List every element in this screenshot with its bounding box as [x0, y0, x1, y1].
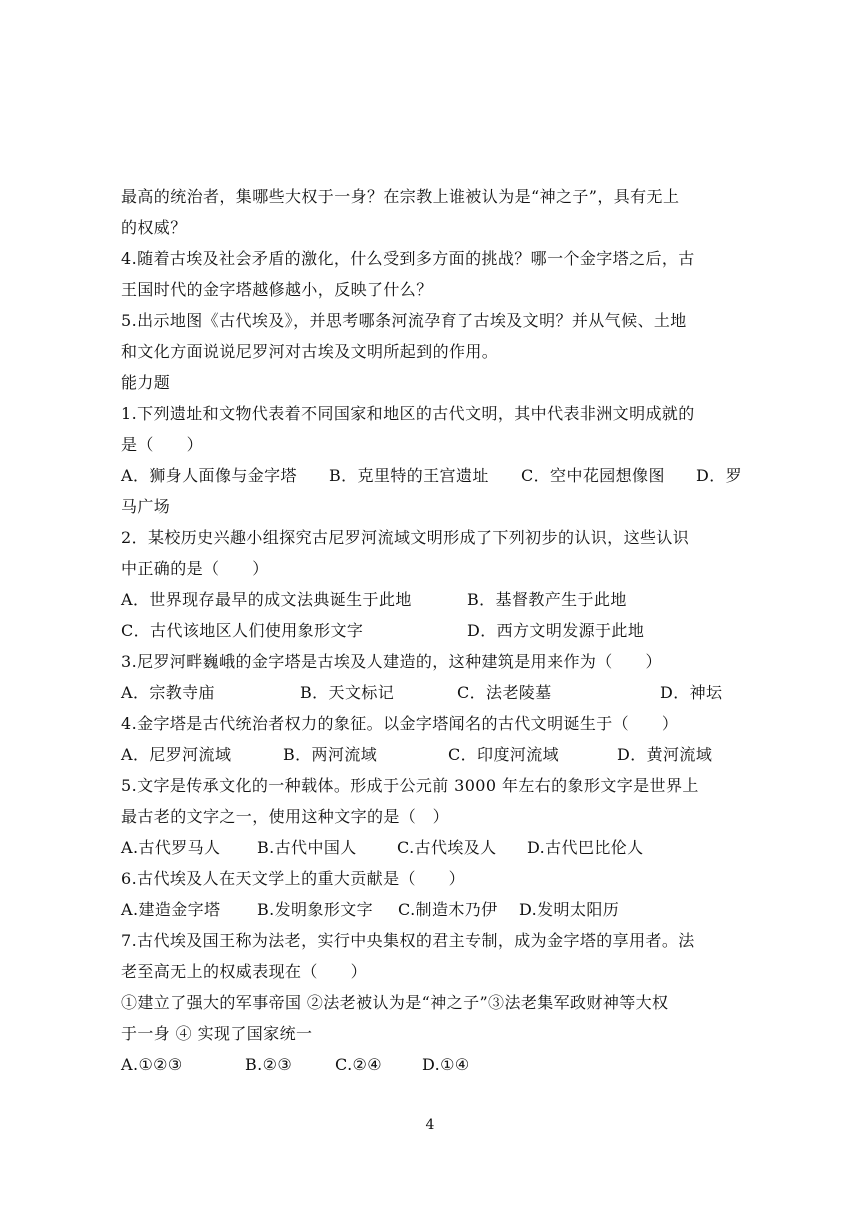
options-row — [121, 615, 741, 646]
option-d: D．黄河流域 — [617, 745, 713, 764]
option-d: D.古代巴比伦人 — [527, 838, 644, 857]
options-row — [121, 584, 741, 615]
option-b: B．两河流域 — [283, 745, 378, 764]
options-row — [121, 739, 741, 770]
text-line: 和文化方面说说尼罗河对古埃及文明所起到的作用。 — [121, 342, 499, 361]
question-text: 5.文字是传承文化的一种载体。形成于公元前 3000 年左右的象形文字是世界上 — [121, 776, 699, 795]
option-b: B．天文标记 — [300, 683, 395, 702]
option-c: C．印度河流域 — [448, 745, 560, 764]
option-a: A．狮身人面像与金字塔 — [121, 466, 297, 485]
option-c: C.制造木乃伊 — [398, 900, 498, 919]
question-5-text: 5.出示地图《古代埃及》，并思考哪条河流孕育了古埃及文明？并从气候、土地 — [121, 311, 687, 330]
option-c: C.古代埃及人 — [397, 838, 497, 857]
option-d: D．罗 — [696, 466, 743, 485]
option-b: B．克里特的王宫遗址 — [329, 466, 489, 485]
options-row — [121, 894, 741, 925]
option-b: B.②③ — [245, 1055, 293, 1074]
question-4-text: 4.随着古埃及社会矛盾的激化，什么受到多方面的挑战？哪一个金字塔之后，古 — [121, 249, 695, 268]
option-d: D．神坛 — [660, 683, 723, 702]
option-b: B．基督教产生于此地 — [467, 590, 627, 609]
text-line: 于一身 ④ 实现了国家统一 — [121, 1024, 313, 1043]
text-line: 老至高无上的权威表现在（ ） — [121, 962, 368, 981]
text-line: 的权威？ — [121, 218, 187, 237]
text-line: 王国时代的金字塔越修越小，反映了什么？ — [121, 280, 433, 299]
option-a: A.①②③ — [121, 1055, 183, 1074]
question-text: 1.下列遗址和文物代表着不同国家和地区的古代文明，其中代表非洲文明成就的 — [121, 404, 695, 423]
text-line: 最古老的文字之一，使用这种文字的是（ ） — [121, 807, 450, 826]
option-c: C．古代该地区人们使用象形文字 — [121, 621, 364, 640]
option-d: D.①④ — [422, 1055, 470, 1074]
option-a: A．世界现存最早的成文法典诞生于此地 — [121, 590, 412, 609]
option-d: D．西方文明发源于此地 — [467, 621, 645, 640]
options-row — [121, 677, 741, 708]
section-heading: 能力题 — [121, 373, 171, 392]
option-b: B.发明象形文字 — [257, 900, 374, 919]
option-a: A.建造金字塔 — [121, 900, 221, 919]
option-c: C．法老陵墓 — [457, 683, 552, 702]
page-content — [121, 181, 741, 1080]
option-a: A．尼罗河流域 — [121, 745, 232, 764]
text-line: ①建立了强大的军事帝国 ②法老被认为是“神之子”③法老集军政财神等大权 — [121, 993, 669, 1012]
question-text: 3.尼罗河畔巍峨的金字塔是古埃及人建造的，这种建筑是用来作为（ ） — [121, 652, 662, 671]
option-b: B.古代中国人 — [257, 838, 357, 857]
text-line: 中正确的是（ ） — [121, 559, 269, 578]
option-a: A.古代罗马人 — [121, 838, 221, 857]
question-text: 4.金字塔是古代统治者权力的象征。以金字塔闻名的古代文明诞生于（ ） — [121, 714, 679, 733]
text-line: 是（ ） — [121, 435, 204, 454]
question-text: 2．某校历史兴趣小组探究古尼罗河流域文明形成了下列初步的认识，这些认识 — [121, 528, 690, 547]
page-number: 4 — [425, 1117, 435, 1133]
options-row — [121, 832, 741, 863]
options-row — [121, 460, 741, 491]
text-line: 马广场 — [121, 497, 171, 516]
option-d: D.发明太阳历 — [519, 900, 620, 919]
question-text: 7.古代埃及国王称为法老，实行中央集权的君主专制，成为金字塔的享用者。法 — [121, 931, 695, 950]
text-line: 最高的统治者，集哪些大权于一身？在宗教上谁被认为是“神之子”，具有无上 — [121, 187, 680, 206]
question-text: 6.古代埃及人在天文学上的重大贡献是（ ） — [121, 869, 466, 888]
option-c: C.②④ — [335, 1055, 383, 1074]
options-row — [121, 1049, 741, 1080]
option-a: A．宗教寺庙 — [121, 683, 215, 702]
option-c: C．空中花园想像图 — [521, 466, 665, 485]
